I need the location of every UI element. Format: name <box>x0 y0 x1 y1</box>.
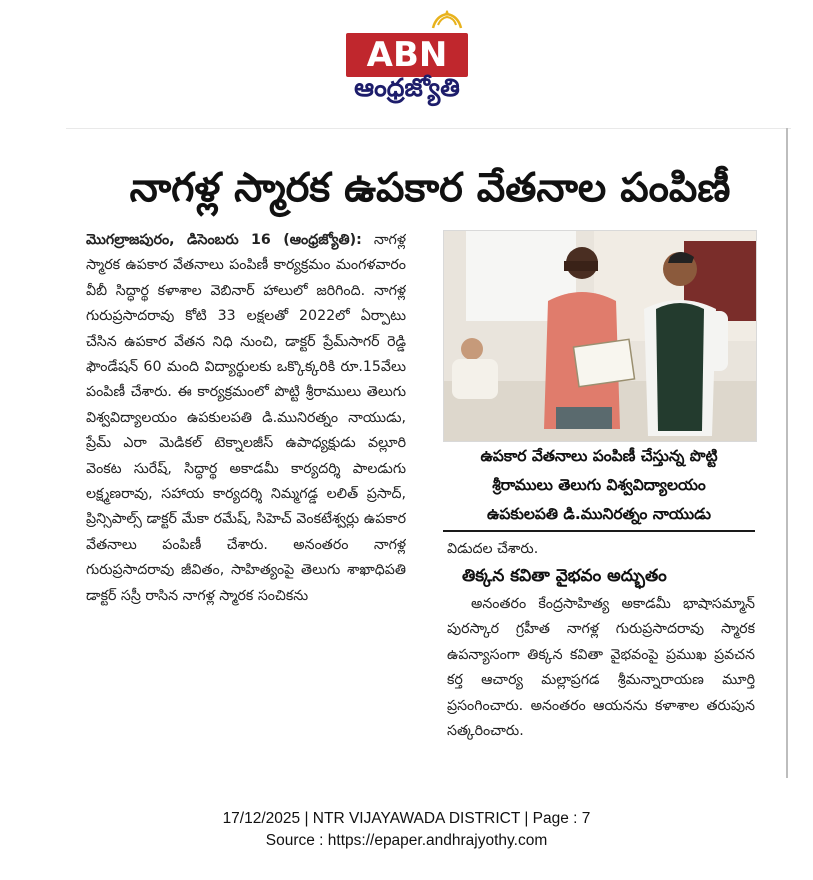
footer-date-line: 17/12/2025 | NTR VIJAYAWADA DISTRICT | Page : 7 <box>222 810 591 827</box>
article-continuation: విడుదల చేశారు. <box>447 541 539 557</box>
photo-caption <box>443 440 755 532</box>
caption-line: ఉపకార వేతనాలు పంపిణీ చేస్తున్న పొట్టి <box>480 447 718 465</box>
logo-subtitle: ఆంధ్రజ్యోతి <box>354 73 460 102</box>
top-divider <box>66 128 791 129</box>
newspaper-logo <box>346 8 468 102</box>
article-body-left <box>86 228 406 760</box>
caption-line: ఉపకులపతి డి.మునిరత్నం నాయుడు <box>487 505 711 523</box>
article-body-right: అనంతరం కేంద్రసాహిత్య అకాడమీ భాషాసమ్మాన్ పురస్కార గ్రహీత నాగళ్ల గురుప్రసాదరావు స్మారక ఉపన్యాసంగా తిక్కన కవితా వైభవంపై ప్రముఖ ప్రవచన కర్త ఆచార్య మల్లాప్రగడ శ్రీమన్నారాయణ మూర్తి ప్రసంగించారు. అనంతరం ఆయనను కళాశాల తరుపున సత్కరించారు. <box>447 596 755 740</box>
article-headline: నాగళ్ల స్మారక ఉపకార వేతనాల పంపిణీ <box>129 165 731 211</box>
article-dateline: మొగల్రాజపురం, డిసెంబరు 16 (ఆంధ్రజ్యోతి): <box>86 232 362 248</box>
footer-source-line: Source : https://epaper.andhrajyothy.com <box>265 832 548 849</box>
caption-line: శ్రీరాములు తెలుగు విశ్వవిద్యాలయం <box>492 476 706 494</box>
article-subheading: తిక్కన కవితా వైభవం అద్భుతం <box>462 566 667 586</box>
article-body-left-text: నాగళ్ల స్మారక ఉపకార వేతనాలు పంపిణీ కార్యక్రమం మంగళవారం వీబీ సిద్ధార్థ కళాశాల వెబినార్ హాలులో జరిగింది. నాగళ్ల గురుప్రసాదరావు కోటి 33 లక్షలతో 2022లో ఏర్పాటు చేసిన ఉపకార వేతన నిధి నుంచి, డాక్టర్ ప్రేమ్‌సాగర్ రెడ్డి ఫౌండేషన్ 60 మంది విద్యార్థులకు ఒక్కొక్కరికి రూ.15వేలు పంపిణీ చేశారు. ఈ కార్యక్రమంలో పొట్టి శ్రీరాములు తెలుగు విశ్వవిద్యాలయం ఉపకులపతి డి.మునిరత్నం నాయుడు, ప్రేమ్ ఎరా మెడికల్ టెక్నాలజీస్ ఉపాధ్యక్షుడు వల్లూరి వెంకట సురేష్, సిద్ధార్థ అకాడమీ కార్యదర్శి పాలడుగు లక్ష్మణరావు, సహాయ కార్యదర్శి నిమ్మగడ్డ లలిత్ ప్రసాద్, ప్రిన్సిపాల్స్ డాక్టర్ మేకా రమేష్, సిహెచ్ వెంకటేశ్వర్లు ఉపకార వేతనాలు పంపిణీ చేశారు. అనంతరం నాగళ్ల గురుప్రసాదరావు జీవితం, సాహిత్యంపై తెలుగు శాఖాధిపతి డాక్టర్ సస్రీ రాసిన నాగళ్ల స్మారక సంచికను <box>86 232 406 604</box>
logo-brand: ABN <box>346 33 468 77</box>
page-footer <box>0 808 813 852</box>
photo-illustration <box>444 231 756 441</box>
flame-icon <box>430 8 464 30</box>
article-photo <box>443 230 757 442</box>
right-column-rule <box>786 128 788 778</box>
